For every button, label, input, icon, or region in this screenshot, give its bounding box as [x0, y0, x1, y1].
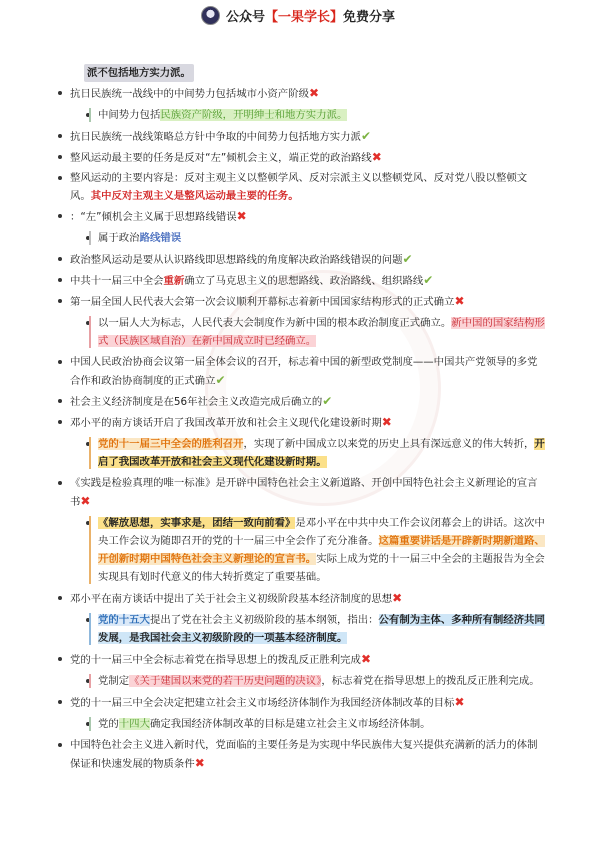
note-text: 属于政治: [98, 232, 140, 244]
right-mark-icon: ✔: [402, 252, 413, 266]
wrong-mark-icon: ✖: [381, 415, 392, 429]
note-text: ，标志着党在指导思想上的拨乱反正胜利完成。: [321, 675, 540, 687]
wrong-mark-icon: ✖: [392, 591, 403, 605]
list-item: [56, 292, 546, 311]
emphasis-red: 其中反对主观主义是整风运动最主要的任务。: [90, 190, 299, 202]
note-text: 确立了马克思主义的思想路线、政治路线、组织路线: [184, 275, 424, 287]
avatar-icon: [201, 6, 220, 25]
list-item: [56, 693, 546, 712]
page-header: [0, 0, 596, 30]
note-text: 派不包括地方实力派。: [84, 64, 194, 82]
highlight-blue: 公有制为主体、多种所有制经济共同发展，是我国社会主义初级阶段的一项基本经济制度。: [98, 614, 545, 644]
wrong-mark-icon: ✖: [194, 756, 205, 770]
note-text: 党制定: [98, 675, 130, 687]
wrong-mark-icon: ✖: [371, 150, 382, 164]
list-item: [56, 207, 546, 226]
header-bracket-close: 】: [330, 9, 344, 25]
emphasis-red: 重新: [163, 275, 185, 287]
note-text: 社会主义经济制度是在56年社会主义改造完成后确立的: [70, 396, 323, 408]
list-item: [56, 736, 546, 773]
note-text: 是邓小平在中共中央工作会议闭幕会上的讲话。这次中央工作会议为随即召开的党的十一届三中全会作了充分准备。: [98, 517, 545, 547]
note-text: 抗日民族统一战线策略总方针中争取的中间势力包括地方实力派: [70, 131, 361, 143]
list-item: [56, 413, 546, 432]
note-text: 整风运动最主要的任务是反对“左”倾机会主义，端正党的政治路线: [70, 152, 372, 164]
list-item: [56, 169, 546, 205]
header-suffix: 免费分享: [343, 9, 396, 25]
emphasis-blue: 路线错误: [139, 232, 182, 244]
list-item: [56, 650, 546, 669]
list-item: [56, 250, 546, 269]
note-text: 党的: [98, 718, 119, 730]
right-mark-icon: ✔: [360, 129, 371, 143]
list-item: [56, 589, 546, 608]
note-text: 邓小平的南方谈话开启了我国改革开放和社会主义现代化建设新时期: [70, 417, 382, 429]
list-item-explanation: [56, 672, 546, 690]
list-item: [56, 474, 546, 511]
list-item: [56, 353, 546, 390]
list-item-explanation: [56, 715, 546, 733]
list-item-explanation: [56, 106, 546, 124]
note-text: 邓小平在南方谈话中提出了关于社会主义初级阶段基本经济制度的思想: [70, 593, 393, 605]
list-item: [56, 127, 546, 146]
note-text: 中共十一届三中全会: [70, 275, 164, 287]
note-text: 中国特色社会主义进入新时代，党面临的主要任务是为实现中华民族伟大复兴提供充满新的活力的体制保证和快速发展的物质条件: [70, 739, 538, 770]
note-text: 《实践是检验真理的唯一标准》是开辟中国特色社会主义新道路、开创中国特色社会主义新理论的宣言书: [70, 477, 538, 508]
list-item-explanation: [56, 611, 546, 647]
right-mark-icon: ✔: [215, 373, 226, 387]
list-item-explanation: [56, 435, 546, 471]
list-item-explanation: [56, 229, 546, 247]
notes-list: [56, 64, 546, 775]
wrong-mark-icon: ✖: [236, 209, 247, 223]
note-text: 党的十一届三中全会标志着党在指导思想上的拨乱反正胜利完成: [70, 654, 361, 666]
highlight-green: 民族资产阶级，开明绅士和地方实力派。: [160, 109, 348, 121]
wrong-mark-icon: ✖: [308, 86, 320, 100]
note-text: 第一届全国人民代表大会第一次会议顺利开幕标志着新中国国家结构形式的正式确立: [70, 296, 455, 308]
highlight-orange: 党的十一届三中全会的胜利召开: [98, 438, 244, 450]
list-item: [56, 148, 546, 167]
note-text: 实际上成为党的十一届三中全会的主题报告为全会实现具有划时代意义的伟大转折奠定了重要基础。: [98, 553, 545, 583]
note-text: 中间势力包括: [98, 109, 161, 121]
list-item: [56, 392, 546, 411]
highlight-orange: 这篇重要讲话是开辟新时期新道路、开创新时期中国特色社会主义新理论的宣言书。: [98, 535, 545, 565]
list-item: [56, 84, 546, 103]
header-bracket-open: 【: [264, 9, 278, 25]
note-text: 整风运动的主要内容是：反对主观主义以整顿学风、反对宗派主义以整顿党风、反对党八股以整顿文风。: [70, 172, 528, 202]
note-text: 党的十一届三中全会决定把建立社会主义市场经济体制作为我国经济体制改革的目标: [70, 697, 455, 709]
note-text: 中国人民政治协商会议第一届全体会议的召开，标志着中国的新型政党制度——中国共产党领导的多党合作和政治协商制度的正式确立: [70, 356, 538, 387]
highlight-yellow: 《解放思想，实事求是，团结一致向前看》: [98, 517, 296, 529]
note-text: ：“左”倾机会主义属于思想路线错误: [70, 211, 237, 223]
note-text: ，实现了新中国成立以来党的历史上具有深远意义的伟大转折，: [243, 438, 535, 450]
wrong-mark-icon: ✖: [454, 695, 465, 709]
header-account-name: 一果学长: [277, 9, 330, 25]
list-item-explanation: [56, 314, 546, 350]
note-text: 确定我国经济体制改革的目标是建立社会主义市场经济体制。: [149, 718, 431, 730]
wrong-mark-icon: ✖: [360, 652, 371, 666]
highlight-pink: 《关于建国以来党的若干历史问题的决议》: [129, 675, 322, 687]
header-prefix: 公众号: [225, 9, 265, 25]
highlight-pink: 新中国的国家结构形式（民族区域自治）在新中国成立时已经确立。: [98, 317, 545, 347]
note-text: 政治整风运动是要从认识路线即思想路线的角度解决政治路线错误的问题: [70, 254, 403, 266]
note-text: 以一届人大为标志，人民代表大会制度作为新中国的根本政治制度正式确立。: [98, 317, 452, 329]
highlight-blue-label: 党的十五大: [98, 614, 150, 626]
right-mark-icon: ✔: [423, 273, 434, 287]
wrong-mark-icon: ✖: [80, 494, 91, 508]
wrong-mark-icon: ✖: [454, 294, 465, 308]
right-mark-icon: ✔: [322, 394, 333, 408]
note-text: 抗日民族统一战线中的中间势力包括城市小资产阶级: [70, 88, 309, 100]
list-item-explanation: [56, 514, 546, 586]
note-text: 提出了党在社会主义初级阶段的基本纲领，指出：: [149, 614, 379, 626]
highlight-green: 十四大: [118, 718, 150, 730]
highlight-yellow: 开启了我国改革开放和社会主义现代化建设新时期。: [98, 438, 545, 468]
list-item: [56, 271, 546, 290]
note-continuation: [56, 64, 546, 82]
